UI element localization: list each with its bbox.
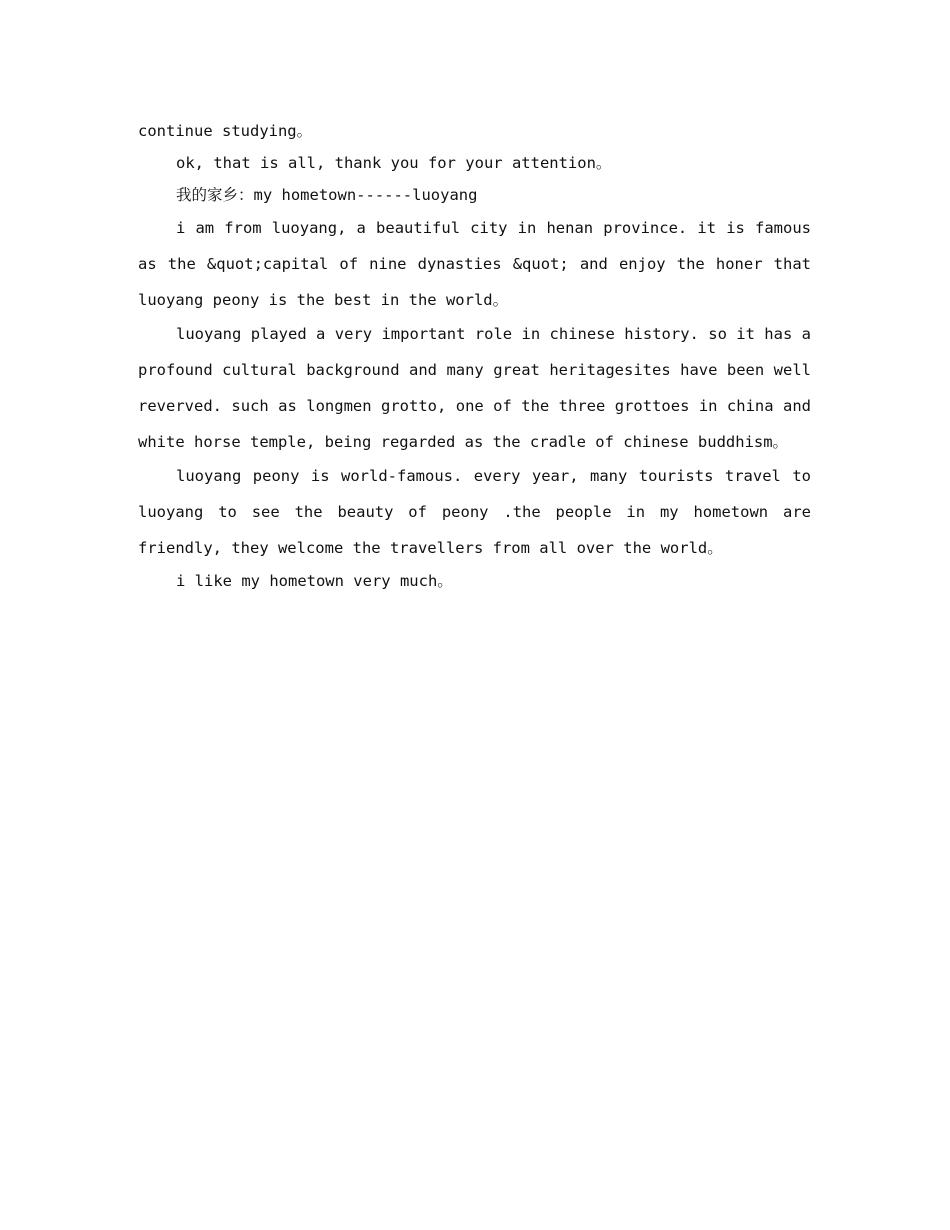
paragraph-conclusion: i like my hometown very much。 — [176, 572, 453, 590]
paragraph-peony: luoyang peony is world-famous. every year, many tourists travel to luoyang to see the beauty of peony .the people in my hometown are friendly, they welcome the travellers from all over the world。 — [138, 467, 811, 557]
paragraph-continuation: continue studying。 — [138, 122, 313, 140]
paragraph-intro: i am from luoyang, a beautiful city in henan province. it is famous as the &quot;capital of nine dynasties &quot; and enjoy the honer that luoyang peony is the best in the world。 — [138, 219, 811, 309]
essay-title: 我的家乡：my hometown------luoyang — [176, 186, 478, 204]
paragraph-history: luoyang played a very important role in chinese history. so it has a profound cultural background and many great heritagesites have been well reverved. such as longmen grotto, one of the three grottoes in china and white horse temple, being regarded as the cradle of chinese buddhism。 — [138, 325, 811, 451]
paragraph-closing: ok, that is all, thank you for your attention。 — [176, 154, 612, 172]
document-body — [138, 114, 811, 598]
